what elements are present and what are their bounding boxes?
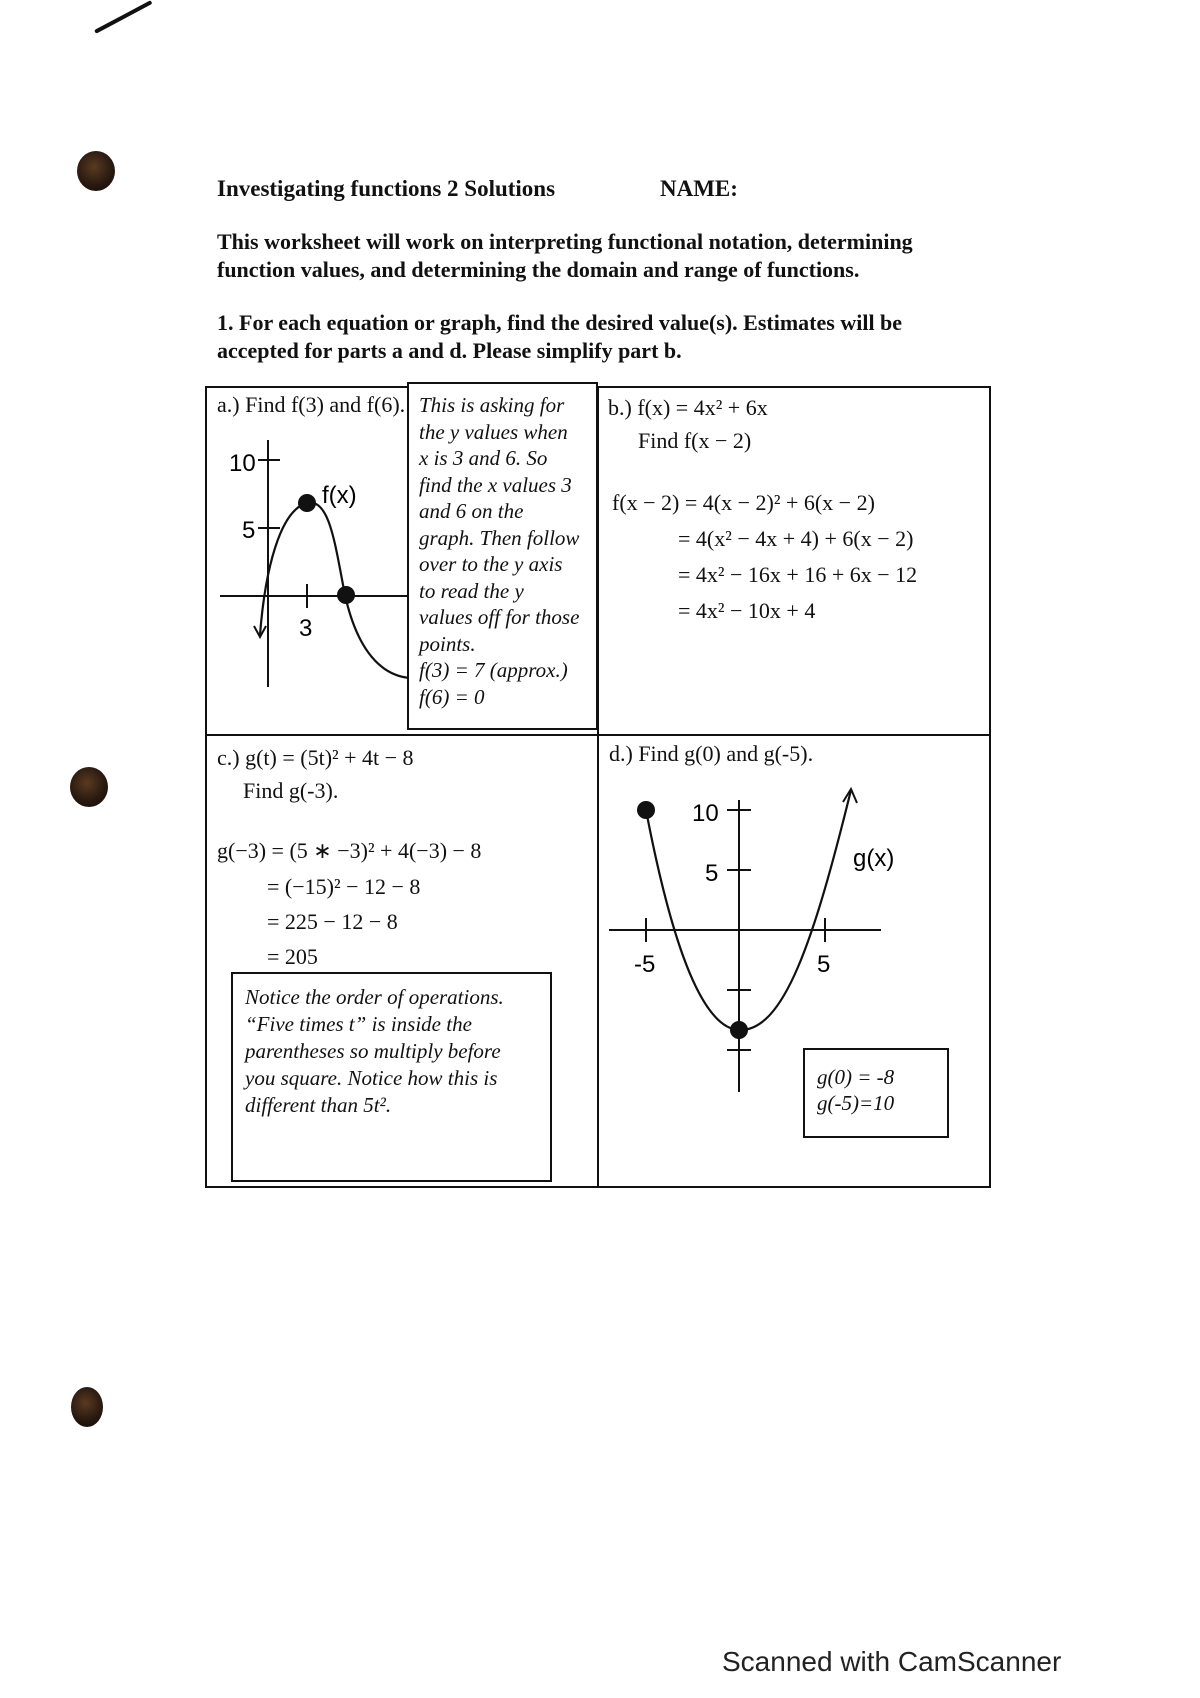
part-b-step: = 4(x² − 4x + 4) + 6(x − 2) — [678, 526, 914, 551]
note-line: “Five times t” is inside the — [245, 1012, 472, 1036]
intro-paragraph: This worksheet will work on interpreting functional notation, determining function values, and determining the domain and range of functions. — [217, 229, 913, 282]
note-line: This is asking for — [419, 393, 565, 417]
point-g0 — [730, 1021, 748, 1039]
part-b-step: f(x − 2) = 4(x − 2)² + 6(x − 2) — [612, 490, 875, 515]
y-tick-label-10: 10 — [229, 450, 256, 477]
point-f3 — [298, 494, 316, 512]
curve-label-f: f(x) — [322, 482, 357, 509]
scanner-watermark: Scanned with CamScanner — [722, 1646, 1062, 1677]
punch-hole — [77, 151, 115, 191]
note-line: find the x values 3 — [419, 472, 572, 497]
answer-line: g(0) = -8 — [817, 1065, 895, 1089]
part-c-step: g(−3) = (5 ∗ −3)² + 4(−3) − 8 — [217, 838, 482, 863]
worksheet-title: Investigating functions 2 Solutions — [217, 176, 556, 201]
note-line: values off for those — [419, 605, 580, 629]
note-line: different than 5t². — [245, 1093, 392, 1117]
x-tick-label-3: 3 — [299, 615, 313, 642]
pen-mark — [94, 0, 152, 34]
question-1: 1. For each equation or graph, find the desired value(s). Estimates will be accepted for parts a and d. Please simplify part b. — [217, 310, 903, 363]
g-curve — [646, 790, 851, 1030]
part-b-step: = 4x² − 10x + 4 — [678, 598, 816, 623]
part-a-prompt: a.) Find f(3) and f(6). — [217, 392, 406, 417]
part-c-find: Find g(-3). — [243, 778, 339, 803]
part-d-prompt: d.) Find g(0) and g(-5). — [609, 741, 814, 766]
note-line: to read the y — [419, 578, 524, 603]
note-line: parentheses so multiply before — [245, 1039, 501, 1063]
x-tick-label-minus5: -5 — [634, 951, 656, 978]
part-a-note — [407, 382, 598, 730]
answer-line: g(-5)=10 — [817, 1091, 895, 1115]
note-line: points. — [419, 631, 476, 656]
punch-hole — [70, 767, 108, 807]
x-tick-label-5: 5 — [817, 951, 831, 978]
y-tick-label-10: 10 — [692, 800, 719, 827]
grid-divider-horizontal — [205, 734, 991, 736]
punch-hole — [71, 1387, 103, 1427]
part-c-note — [231, 972, 552, 1182]
part-d-answers — [803, 1048, 949, 1138]
part-c-step: = 225 − 12 − 8 — [267, 909, 398, 934]
note-line: f(3) = 7 (approx.) — [419, 658, 568, 682]
point-f6 — [337, 586, 355, 604]
part-a-graph — [205, 420, 410, 730]
y-tick-label-5: 5 — [242, 517, 256, 544]
part-b-find: Find f(x − 2) — [638, 428, 752, 453]
y-tick-label-5: 5 — [705, 860, 719, 887]
name-label: NAME: — [660, 176, 738, 201]
part-c-step: = 205 — [267, 944, 318, 969]
part-c-given: c.) g(t) = (5t)² + 4t − 8 — [217, 745, 414, 770]
point-g-minus5 — [637, 801, 655, 819]
curve-label-g: g(x) — [853, 845, 895, 872]
part-c-step: = (−15)² − 12 − 8 — [267, 874, 421, 899]
note-line: f(6) = 0 — [419, 684, 485, 709]
note-line: Notice the order of operations. — [245, 985, 504, 1009]
note-line: graph. Then follow — [419, 525, 580, 550]
note-line: x is 3 and 6. So — [419, 446, 548, 470]
f-curve — [260, 503, 410, 678]
note-line: and 6 on the — [419, 499, 524, 523]
part-b-step: = 4x² − 16x + 16 + 6x − 12 — [678, 562, 918, 587]
note-line: you square. Notice how this is — [245, 1066, 498, 1090]
note-line: over to the y axis — [419, 552, 563, 576]
note-line: the y values when — [419, 419, 568, 444]
part-b-given: b.) f(x) = 4x² + 6x — [608, 395, 768, 420]
